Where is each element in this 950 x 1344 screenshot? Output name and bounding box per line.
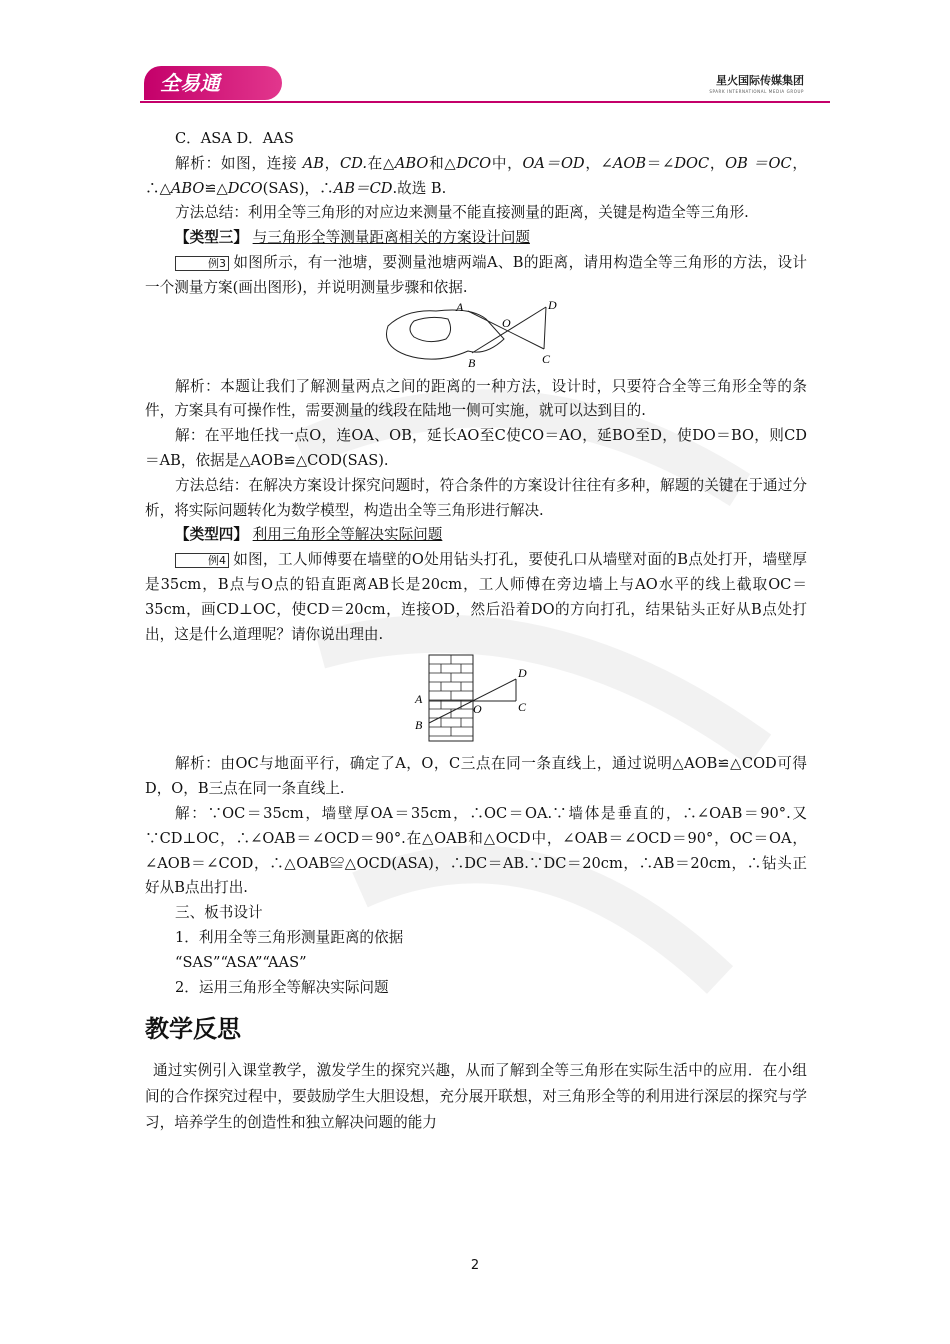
board-design-heading: 三、板书设计 [175, 904, 263, 922]
board-item-1: 1．利用全等三角形测量距离的依据 [175, 928, 404, 946]
analysis-2: 解析：如图，连接 AB，CD.在△ABO和△DCO中，OA＝OD，∠AOB＝∠DOC，OB ＝OC，∴△ABO≌△DCO(SAS)，∴AB＝CD.故选 B. [145, 154, 807, 197]
fig2-label-O: O [473, 702, 482, 717]
method-summary-3: 方法总结：在解决方案设计探究问题时，符合条件的方案设计往往有多种，解题的关键在于通过分析，将实际问题转化为数学模型，构造出全等三角形进行解决. [145, 476, 807, 519]
reflection-title: 教学反思 [145, 1015, 241, 1044]
board-item-1-criteria: “SAS”“ASA”“AAS” [175, 953, 307, 971]
publisher-brand [709, 72, 804, 94]
fig2-label-C: C [518, 700, 527, 715]
brand-en: SPARK INTERNATIONAL MEDIA GROUP [709, 89, 804, 94]
fig1-label-D: D [548, 300, 557, 312]
section-type4: 【类型四】 利用三角形全等解决实际问题 [175, 526, 443, 544]
method-summary-2: 方法总结：利用全等三角形的对应边来测量不能直接测量的距离，关键是构造全等三角形. [175, 204, 749, 222]
document-body [145, 127, 807, 1136]
analysis-4: 解析：由OC与地面平行，确定了A，O，C三点在同一条直线上，通过说明△AOB≌△COD可得D，O，B三点在同一条直线上. [145, 755, 807, 798]
fig2-label-B: B [415, 718, 423, 733]
example-3: 例3 如图所示，有一池塘，要测量池塘两端A、B的距离，请用构造全等三角形的方法，设计一个测量方案(画出图形)，并说明测量步骤和依据. [145, 253, 807, 296]
fig1-label-A: A [456, 300, 464, 314]
wall-figure [411, 651, 541, 746]
header-divider [140, 101, 830, 103]
example-tag: 例3 [175, 256, 229, 271]
solution-4: 解：∵OC＝35cm，墙壁厚OA＝35cm，∴OC＝OA.∵墙体是垂直的，∴∠OAB＝90°.又∵CD⊥OC，∴∠OAB＝∠OCD＝90°.在△OAB和△OCD中，∠OAB＝∠OCD＝90°，OC＝OA，∠AOB＝∠COD，∴△OAB≌△OCD(ASA)，∴DC＝AB.∵DC＝20cm，∴AB＝20cm，∴钻头正好从B点出打出. [145, 804, 807, 897]
board-item-2: 2．运用三角形全等解决实际问题 [175, 978, 389, 996]
section-type3: 【类型三】 与三角形全等测量距离相关的方案设计问题 [175, 229, 530, 247]
example-4: 例4 如图，工人师傅要在墙壁的O处用钻头打孔，要使孔口从墙壁对面的B点处打开，墙壁厚是35cm，B点与O点的铅直距离AB长是20cm，工人师傅在旁边墙上与AO水平的线上截取OC＝35cm，画CD⊥OC，使CD＝20cm，连接OD，然后沿着DO的方向打孔，结果钻头正好从B点处打出，这是什么道理呢？请你说出理由. [145, 551, 807, 643]
fig2-label-A: A [415, 692, 423, 707]
fig2-label-D: D [518, 666, 527, 681]
analysis-3: 解析：本题让我们了解测量两点之间的距离的一种方法，设计时，只要符合全等三角形全等的条件，方案具有可操作性，需要测量的线段在陆地一侧可实施，就可以达到目的. [145, 377, 807, 420]
options-line: C．ASA D．AAS [175, 130, 294, 147]
fig1-label-B: B [468, 355, 476, 370]
reflection-text: 通过实例引入课堂教学，激发学生的探究兴趣，从而了解到全等三角形在实际生活中的应用．在小组间的合作探究过程中，要鼓励学生大胆设想，充分展开联想，对三角形全等的利用进行深层的探究与学习，培养学生的创造性和独立解决问题的能力 [145, 1062, 807, 1132]
brand-cn: 星火国际传媒集团 [716, 74, 804, 87]
page-header [140, 62, 830, 104]
fig1-label-O: O [502, 315, 511, 330]
pond-figure [376, 301, 576, 371]
solution-3: 解：在平地任找一点O，连OA、OB，延长AO至C使CO＝AO，延BO至D，使DO＝BO，则CD＝AB，依据是△AOB≌△COD(SAS). [145, 427, 807, 469]
example-tag: 例4 [175, 553, 229, 568]
page-number: 2 [470, 1258, 480, 1273]
logo: 全易通 [144, 66, 282, 100]
fig1-label-C: C [542, 351, 551, 366]
